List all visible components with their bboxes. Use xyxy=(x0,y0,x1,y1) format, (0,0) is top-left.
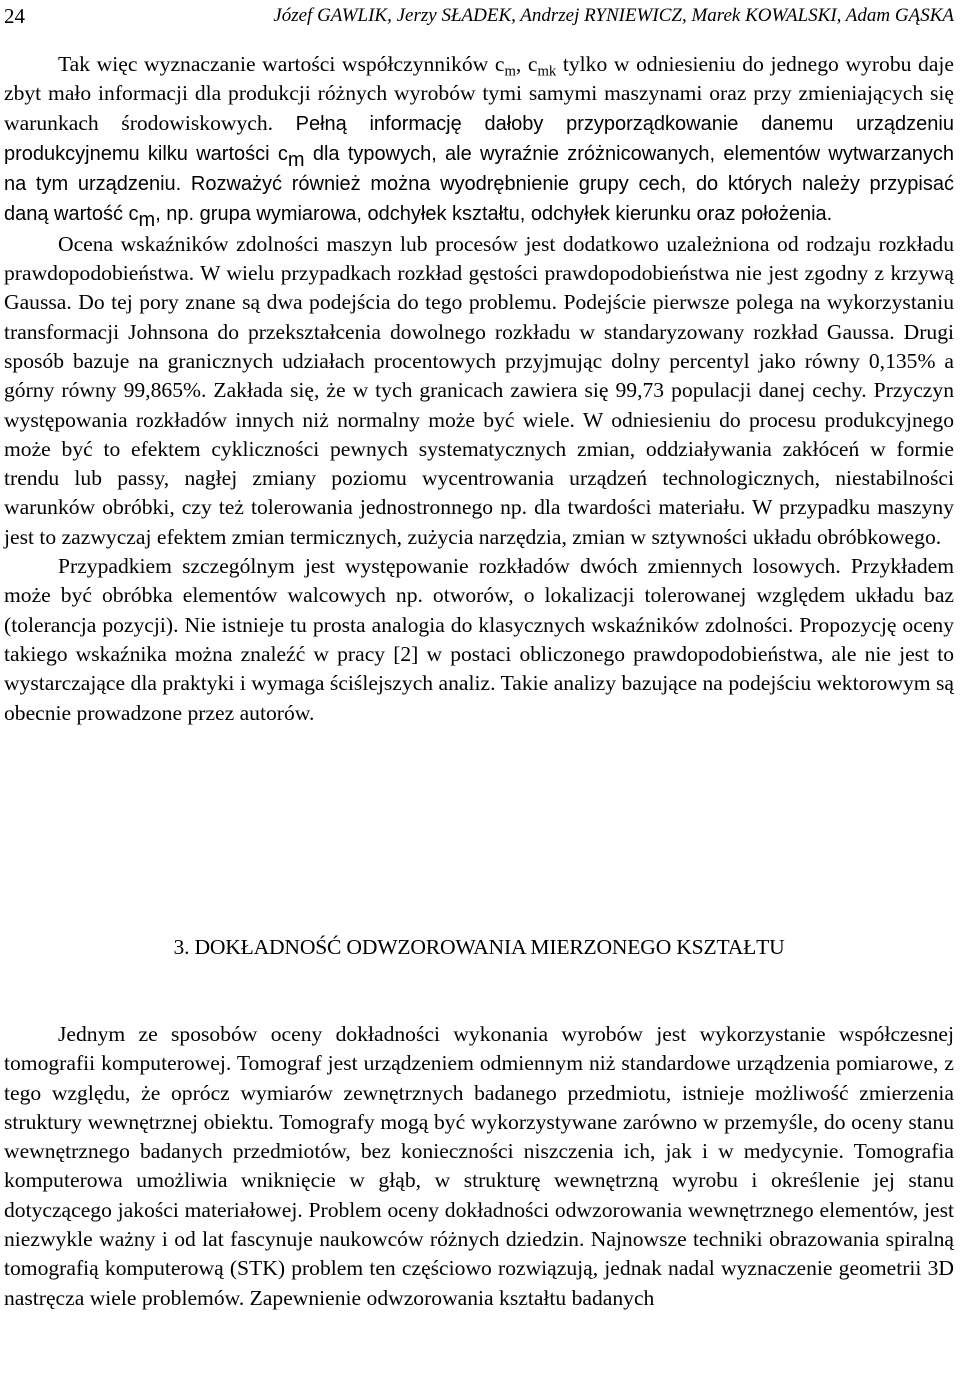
section-heading: 3. DOKŁADNOŚĆ ODWZOROWANIA MIERZONEGO KSZTAŁTU xyxy=(173,935,785,959)
section-body xyxy=(4,1020,954,1313)
paragraph-1 xyxy=(4,50,954,230)
section-paragraph: Jednym ze sposobów oceny dokładności wykonania wyrobów jest wykorzystanie współczesnej tomografii komputerowej. Tomograf jest urządzeniem odmiennym niż standardowe urządzenia pomiarowe, z tego względu, że oprócz wymiarów zewnętrznych badanego przedmiotu, istnieje możliwość zmierzenia struktury wewnętrznej obiektu. Tomografy mogą być wykorzystywane zarówno w przemyśle, do oceny stanu wewnętrznego badanych przedmiotów, bez konieczności niszczenia ich, jak i w medycynie. Tomografia komputerowa umożliwia wniknięcie w głąb, w strukturę wewnętrzną wyrobu i określenie jej stanu dotyczącego jakości materiałowej. Problem oceny dokładności odwzorowania wewnętrznego elementów, jest niezwykle ważny i od lat fascynuje naukowców różnych dziedzin. Najnowsze techniki obrazowania spiralną tomografią komputerową (STK) problem ten częściowo rozwiązują, jednak nadal wyznaczenie geometrii 3D nastręcza wiele problemów. Zapewnienie odwzorowania kształtu badanych xyxy=(4,1022,954,1310)
paragraph-1-text-c: tylko w odniesieniu do jednego wyrobu daje zbyt mało informacji dla produkcji różnych wyrobów tymi samymi maszynami oraz przy zmieniających się warunkach środowiskowych. xyxy=(4,52,955,135)
subscript-m-2: m xyxy=(287,148,305,171)
subscript-m-3: m xyxy=(138,209,156,232)
paragraph-1-text-b: , c xyxy=(515,52,538,76)
body-text xyxy=(4,50,954,728)
running-header xyxy=(4,2,954,32)
page-number: 24 xyxy=(4,4,25,28)
paragraph-1-text-a: Tak więc wyznaczanie wartości współczynników c xyxy=(58,52,505,76)
subscript-m: m xyxy=(504,63,516,80)
paragraph-1-sans-c: , np. grupa wymiarowa, odchyłek kształtu, odchyłek kierunku oraz położenia. xyxy=(155,203,833,226)
paragraph-1-sans-b: dla typowych, ale wyraźnie zróżnicowanych, elementów wytwarzanych na tym urządzeniu. Rozważyć również można wyodrębnienie grupy cech, do których należy przypisać daną wartość c xyxy=(4,142,954,226)
paragraph-2: Ocena wskaźników zdolności maszyn lub procesów jest dodatkowo uzależniona od rodzaju rozkładu prawdopodobieństwa. W wielu przypadkach rozkład gęstości prawdopodobieństwa nie jest zgodny z krzywą Gaussa. Do tej pory znane są dwa podejścia do tego problemu. Podejście pierwsze polega na wykorzystaniu transformacji Johnsona do przekształcenia dowolnego rozkładu w standaryzowany rozkład Gaussa. Drugi sposób bazuje na granicznych udziałach procentowych przyjmując dolny percentyl jako równy 0,135% a górny równy 99,865%. Zakłada się, że w tych granicach zawiera się 99,73 populacji danej cechy. Przyczyn występowania rozkładów innych niż normalny może być wiele. W odniesieniu do procesu produkcyjnego może być to efektem cykliczności pewnych systematycznych zmian, oddziaływania zakłóceń w formie trendu lub passy, nagłej zmiany poziomu wycentrowania urządzeń technologicznych, niestabilności warunków obróbki, czy też tolerowania jednostronnego np. dla twardości materiału. W przypadku maszyny jest to zazwyczaj efektem zmian termicznych, zużycia narzędzia, zmian w sztywności układu obróbkowego. xyxy=(4,231,954,549)
paragraph-1-sans-a: Pełną informację dałoby przyporządkowanie danemu urządzeniu produkcyjnemu kilku wartości c xyxy=(4,112,954,165)
paragraph-3: Przypadkiem szczególnym jest występowanie rozkładów dwóch zmiennych losowych. Przykładem może być obróbka elementów walcowych np. otworów, o lokalizacji tolerowanej względem układu baz (tolerancja pozycji). Nie istnieje tu prosta analogia do klasycznych wskaźników zdolności. Propozycję oceny takiego wskaźnika można znaleźć w pracy [2] w postaci obliczonego prawdopodobieństwa, ale nie jest to wystarczające dla praktyki i wymaga ściślejszych analiz. Takie analizy bazujące na podejściu wektorowym są obecnie prowadzone przez autorów. xyxy=(4,554,954,725)
subscript-mk: mk xyxy=(537,63,557,80)
header-authors: Józef GAWLIK, Jerzy SŁADEK, Andrzej RYNIEWICZ, Marek KOWALSKI, Adam GĄSKA xyxy=(273,5,954,26)
